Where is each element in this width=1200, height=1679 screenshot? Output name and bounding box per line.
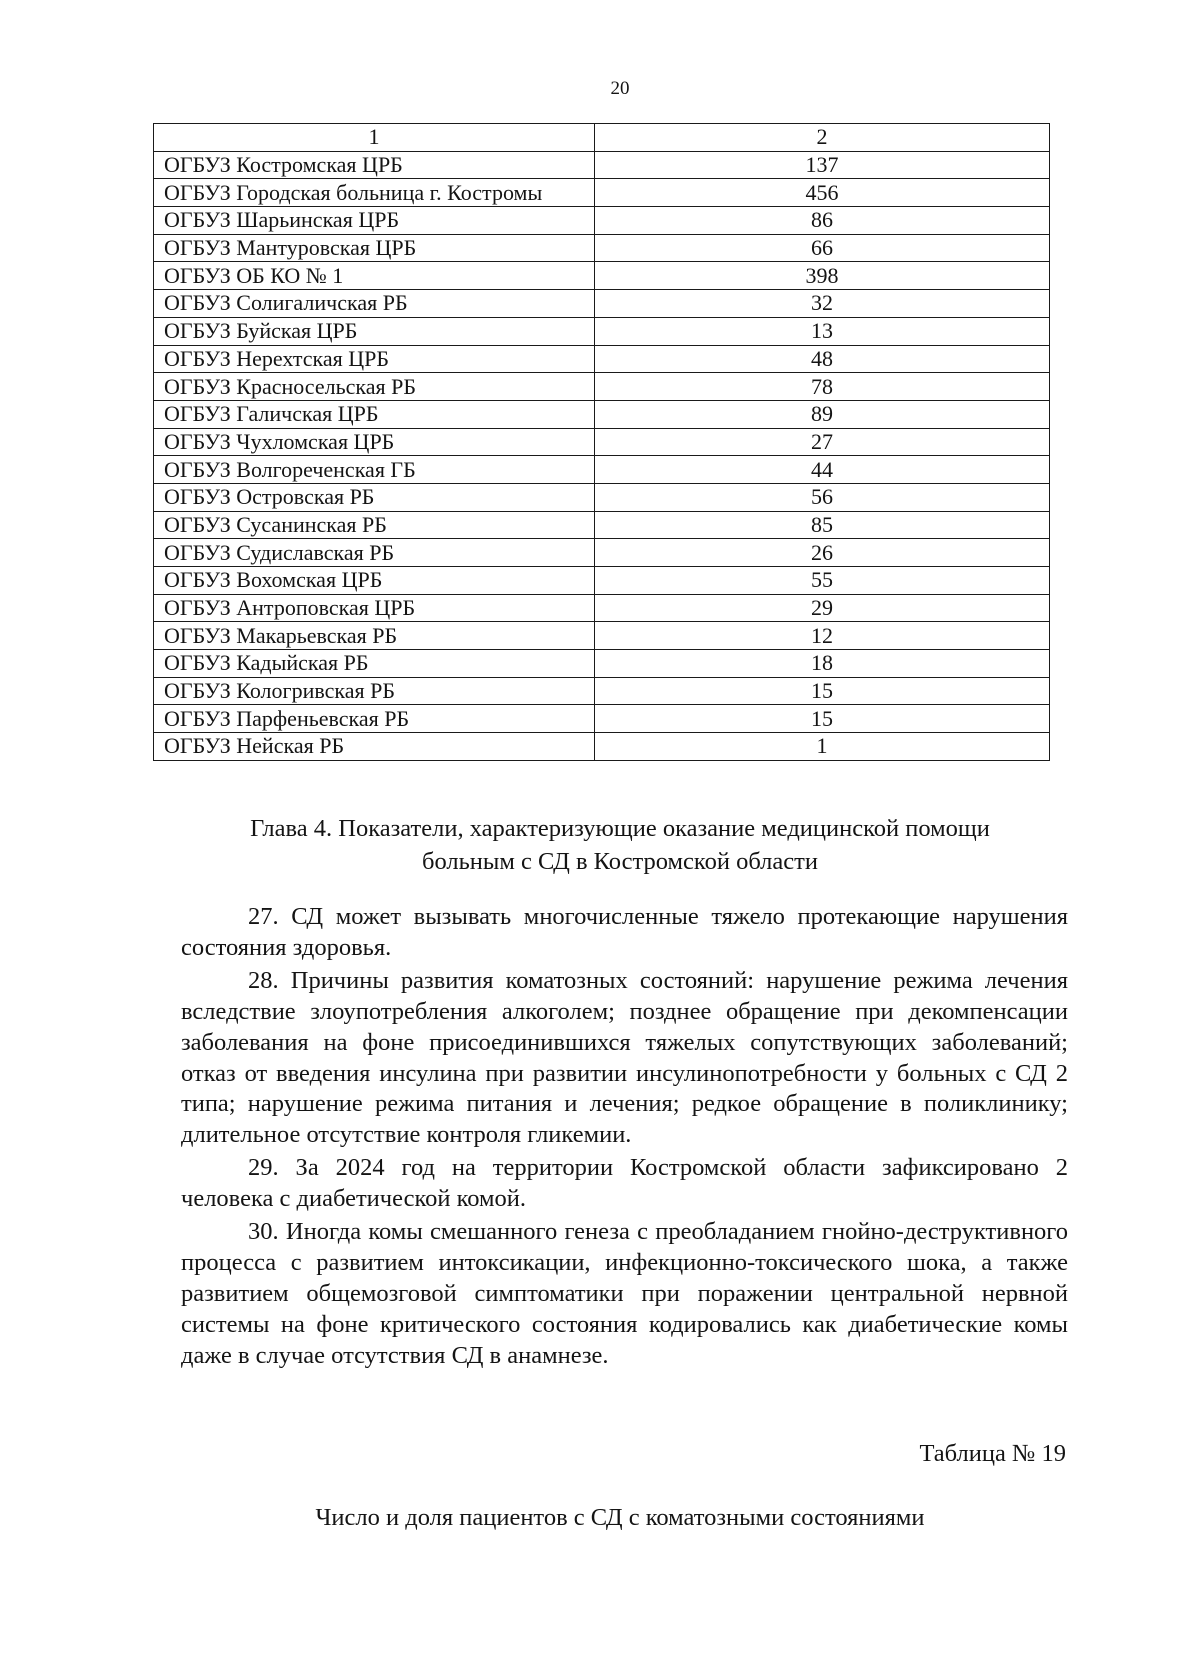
hospital-value-cell: 398 — [595, 262, 1050, 290]
page-number: 20 — [610, 78, 630, 99]
hospital-value-cell: 26 — [595, 539, 1050, 567]
hospital-name-cell: ОГБУЗ Антроповская ЦРБ — [154, 594, 595, 622]
hospital-value-cell: 86 — [595, 207, 1050, 235]
table-row — [154, 456, 1050, 484]
table-row — [154, 733, 1050, 761]
hospital-value-cell: 27 — [595, 428, 1050, 456]
table-row — [154, 151, 1050, 179]
hospital-name-cell: ОГБУЗ Мантуровская ЦРБ — [154, 234, 595, 262]
hospital-value-cell: 456 — [595, 179, 1050, 207]
chapter-title-line-1: Глава 4. Показатели, характеризующие оказание медицинской помощи — [250, 815, 990, 842]
hospital-name-cell: ОГБУЗ Судиславская РБ — [154, 539, 595, 567]
hospital-name-cell: ОГБУЗ ОБ КО № 1 — [154, 262, 595, 290]
table-row — [154, 622, 1050, 650]
hospital-value-cell: 29 — [595, 594, 1050, 622]
hospital-value-cell: 15 — [595, 677, 1050, 705]
hospital-name-cell: ОГБУЗ Кологривская РБ — [154, 677, 595, 705]
table-row — [154, 594, 1050, 622]
hospital-value-cell: 44 — [595, 456, 1050, 484]
hospital-name-cell: ОГБУЗ Буйская ЦРБ — [154, 317, 595, 345]
table-row — [154, 677, 1050, 705]
table-row — [154, 705, 1050, 733]
table-header-cell-2: 2 — [595, 124, 1050, 152]
hospital-table — [153, 123, 1050, 761]
hospital-value-cell: 78 — [595, 373, 1050, 401]
table-row — [154, 539, 1050, 567]
table-row — [154, 290, 1050, 318]
hospital-value-cell: 66 — [595, 234, 1050, 262]
table-header-row — [154, 124, 1050, 152]
hospital-table-body — [154, 124, 1050, 761]
hospital-name-cell: ОГБУЗ Сусанинская РБ — [154, 511, 595, 539]
body-text — [181, 902, 1068, 1374]
hospital-name-cell: ОГБУЗ Нерехтская ЦРБ — [154, 345, 595, 373]
table-row — [154, 650, 1050, 678]
table-row — [154, 179, 1050, 207]
hospital-name-cell: ОГБУЗ Костромская ЦРБ — [154, 151, 595, 179]
table-row — [154, 483, 1050, 511]
chapter-title-line-2: больным с СД в Костромской области — [422, 848, 818, 875]
table-row — [154, 400, 1050, 428]
hospital-value-cell: 18 — [595, 650, 1050, 678]
table-row — [154, 262, 1050, 290]
table-row — [154, 428, 1050, 456]
hospital-name-cell: ОГБУЗ Городская больница г. Костромы — [154, 179, 595, 207]
hospital-value-cell: 89 — [595, 400, 1050, 428]
paragraph-30: 30. Иногда комы смешанного генеза с преобладанием гнойно-деструктивного процесса с развитием интоксикации, инфекционно-токсического шока, а также развитием общемозговой симптоматики при поражении центральной нервной системы на фоне критического состояния кодировались как диабетические комы даже в случае отсутствия СД в анамнезе. — [181, 1218, 1068, 1369]
hospital-value-cell: 15 — [595, 705, 1050, 733]
table-row — [154, 511, 1050, 539]
chapter-title — [150, 812, 1090, 878]
hospital-name-cell: ОГБУЗ Вохомская ЦРБ — [154, 567, 595, 595]
hospital-name-cell: ОГБУЗ Островская РБ — [154, 483, 595, 511]
table-row — [154, 317, 1050, 345]
hospital-value-cell: 13 — [595, 317, 1050, 345]
table-title: Число и доля пациентов с СД с коматозными состояниями — [315, 1504, 925, 1531]
table-row — [154, 207, 1050, 235]
hospital-value-cell: 12 — [595, 622, 1050, 650]
paragraph-29: 29. За 2024 год на территории Костромской области зафиксировано 2 человека с диабетической комой. — [181, 1154, 1068, 1213]
hospital-name-cell: ОГБУЗ Макарьевская РБ — [154, 622, 595, 650]
hospital-name-cell: ОГБУЗ Нейская РБ — [154, 733, 595, 761]
hospital-value-cell: 55 — [595, 567, 1050, 595]
paragraph-27: 27. СД может вызывать многочисленные тяжело протекающие нарушения состояния здоровья. — [181, 903, 1068, 961]
table-row — [154, 345, 1050, 373]
hospital-value-cell: 48 — [595, 345, 1050, 373]
hospital-value-cell: 1 — [595, 733, 1050, 761]
hospital-value-cell: 137 — [595, 151, 1050, 179]
hospital-name-cell: ОГБУЗ Галичская ЦРБ — [154, 400, 595, 428]
table-header-cell-1: 1 — [154, 124, 595, 152]
paragraph-28: 28. Причины развития коматозных состояний: нарушение режима лечения вследствие злоупотребления алкоголем; позднее обращение при декомпенсации заболевания на фоне присоединившихся тяжелых сопутствующих заболеваний; отказ от введения инсулина при развитии инсулинопотребности у больных с СД 2 типа; нарушение режима питания и лечения; редкое обращение в поликлинику; длительное отсутствие контроля гликемии. — [181, 966, 1068, 1149]
hospital-name-cell: ОГБУЗ Солигаличская РБ — [154, 290, 595, 318]
hospital-name-cell: ОГБУЗ Волгореченская ГБ — [154, 456, 595, 484]
hospital-name-cell: ОГБУЗ Шарьинская ЦРБ — [154, 207, 595, 235]
hospital-name-cell: ОГБУЗ Кадыйская РБ — [154, 650, 595, 678]
hospital-name-cell: ОГБУЗ Красносельская РБ — [154, 373, 595, 401]
hospital-value-cell: 32 — [595, 290, 1050, 318]
table-row — [154, 234, 1050, 262]
hospital-value-cell: 56 — [595, 483, 1050, 511]
hospital-value-cell: 85 — [595, 511, 1050, 539]
table-row — [154, 373, 1050, 401]
hospital-name-cell: ОГБУЗ Парфеньевская РБ — [154, 705, 595, 733]
table-caption: Таблица № 19 — [919, 1440, 1066, 1467]
table-row — [154, 567, 1050, 595]
hospital-name-cell: ОГБУЗ Чухломская ЦРБ — [154, 428, 595, 456]
